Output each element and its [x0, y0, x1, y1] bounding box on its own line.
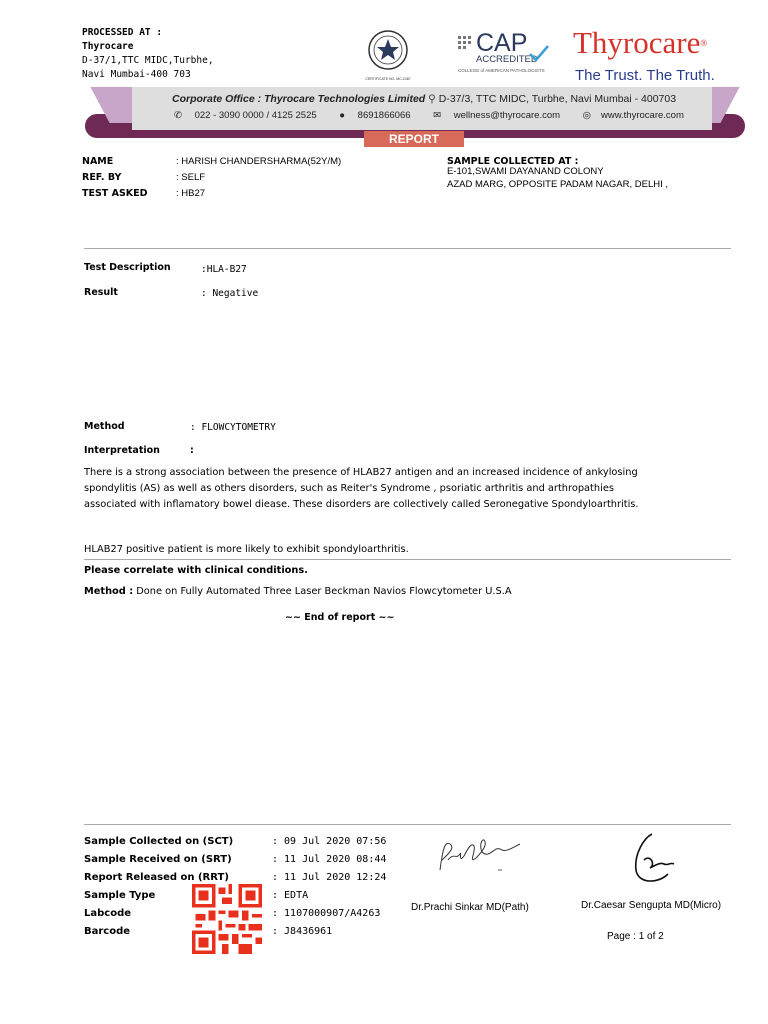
- sample-address-line1: E-101,SWAMI DAYANAND COLONY: [447, 166, 604, 177]
- sample-collected-at-label: SAMPLE COLLECTED AT :: [447, 156, 579, 167]
- test-description-label: Test Description: [84, 262, 171, 273]
- corporate-office-label: Corporate Office : Thyrocare Technologies Limited: [172, 93, 426, 105]
- qr-code-icon: [192, 884, 262, 954]
- thyrocare-logo: [573, 25, 708, 60]
- method-value: : FLOWCYTOMETRY: [190, 422, 276, 433]
- sample-type-value: : EDTA: [272, 890, 309, 901]
- email-icon: ✉: [433, 110, 442, 121]
- result-label: Result: [84, 287, 118, 298]
- mobile-number: 8691866066: [357, 110, 411, 121]
- cap-logo-title: CAP: [476, 29, 528, 57]
- phone-number: 022 - 3090 0000 / 4125 2525: [194, 110, 317, 121]
- labcode-label: Labcode: [84, 908, 132, 919]
- contact-line: [174, 110, 704, 121]
- method-detail-label: Method :: [84, 586, 134, 597]
- name-label: NAME: [82, 156, 114, 167]
- barcode-label: Barcode: [84, 926, 131, 937]
- ref-by-value: : SELF: [176, 172, 206, 183]
- globe-icon: ◎: [582, 110, 591, 121]
- name-value: : HARISH CHANDERSHARMA(52Y/M): [176, 156, 342, 167]
- email-link[interactable]: wellness@thyrocare.com: [453, 110, 561, 121]
- accreditation-seal-icon: [363, 26, 413, 86]
- cap-grid-icon: [456, 34, 476, 54]
- signature-caesar-sengupta: [624, 830, 684, 890]
- processed-at-block: [82, 26, 214, 82]
- srt-label: Sample Received on (SRT): [84, 854, 232, 865]
- positive-note: HLAB27 positive patient is more likely to exhibit spondyloarthritis.: [84, 544, 409, 555]
- brand-tagline: The Trust. The Truth.: [575, 67, 715, 84]
- method-detail: [84, 586, 512, 597]
- rrt-value: : 11 Jul 2020 12:24: [272, 872, 387, 883]
- sample-type-label: Sample Type: [84, 890, 156, 901]
- web-item: [583, 110, 694, 121]
- cap-logo-accredited: ACCREDITED: [476, 54, 538, 65]
- sample-address-line2: AZAD MARG, OPPOSITE PADAM NAGAR, DELHI ,: [447, 179, 669, 190]
- correlate-note: Please correlate with clinical conditions.: [84, 565, 308, 576]
- processed-at-address-line1: D-37/1,TTC MIDC,Turbhe,: [82, 55, 214, 66]
- interpretation-label: Interpretation: [84, 445, 160, 456]
- email-item: [433, 110, 570, 121]
- location-pin-icon: ⚲: [428, 93, 436, 105]
- result-value: : Negative: [201, 288, 259, 299]
- test-asked-value: : HB27: [176, 188, 206, 199]
- labcode-value: : 1107000907/A4263: [272, 908, 381, 919]
- cap-logo-subtitle: COLLEGE of AMERICAN PATHOLOGISTS: [458, 68, 545, 73]
- signature-prachi-sinkar: [432, 830, 532, 880]
- interpretation-text: There is a strong association between the presence of HLAB27 antigen and an increased incidence of ankylosing spondylitis (AS) as well as others disorders, such as Reiter's Syndrome , psoriatic arthritis and arthropathies associated with inflamatory bowel diease. These disorders are collectively called Seronegative Spondyloarthritis.: [84, 467, 639, 510]
- srt-value: : 11 Jul 2020 08:44: [272, 854, 387, 865]
- ref-by-label: REF. BY: [82, 172, 122, 183]
- barcode-value: : J8436961: [272, 926, 333, 937]
- processed-at-address-line2: Navi Mumbai-400 703: [82, 69, 191, 80]
- processed-at-label: PROCESSED AT :: [82, 27, 163, 38]
- sct-value: : 09 Jul 2020 07:56: [272, 836, 387, 847]
- divider-mid: [84, 559, 731, 560]
- checkmark-icon: [528, 44, 550, 62]
- end-of-report: ~~ End of report ~~: [285, 612, 395, 623]
- mobile-item: [339, 110, 420, 121]
- whatsapp-icon: ●: [339, 110, 346, 121]
- divider-footer: [84, 824, 731, 825]
- test-description-value: :HLA-B27: [201, 264, 247, 275]
- doctor2-name: Dr.Caesar Sengupta MD(Micro): [581, 900, 722, 911]
- method-detail-value: Done on Fully Automated Three Laser Beckman Navios Flowcytometer U.S.A: [133, 586, 512, 597]
- corporate-office-address: D-37/3, TTC MIDC, Turbhe, Navi Mumbai - 400703: [438, 93, 677, 105]
- phone-item: [174, 110, 327, 121]
- rrt-label: Report Released on (RRT): [84, 872, 229, 883]
- corporate-office-line: [172, 93, 676, 105]
- report-tab: REPORT: [364, 131, 464, 147]
- registered-mark-icon: ®: [700, 38, 708, 48]
- seal-caption: CERTIFICATE NO. MC-2487: [365, 77, 411, 81]
- method-label: Method: [84, 421, 125, 432]
- brand-name: Thyrocare: [573, 25, 701, 60]
- test-asked-label: TEST ASKED: [82, 188, 148, 199]
- doctor1-name: Dr.Prachi Sinkar MD(Path): [411, 902, 529, 913]
- processed-at-name: Thyrocare: [82, 41, 134, 52]
- divider-top: [84, 248, 731, 249]
- page-number: Page : 1 of 2: [607, 931, 664, 942]
- sct-label: Sample Collected on (SCT): [84, 836, 234, 847]
- phone-icon: ✆: [174, 110, 182, 121]
- website-link[interactable]: www.thyrocare.com: [600, 110, 684, 121]
- interpretation-colon: :: [190, 445, 194, 456]
